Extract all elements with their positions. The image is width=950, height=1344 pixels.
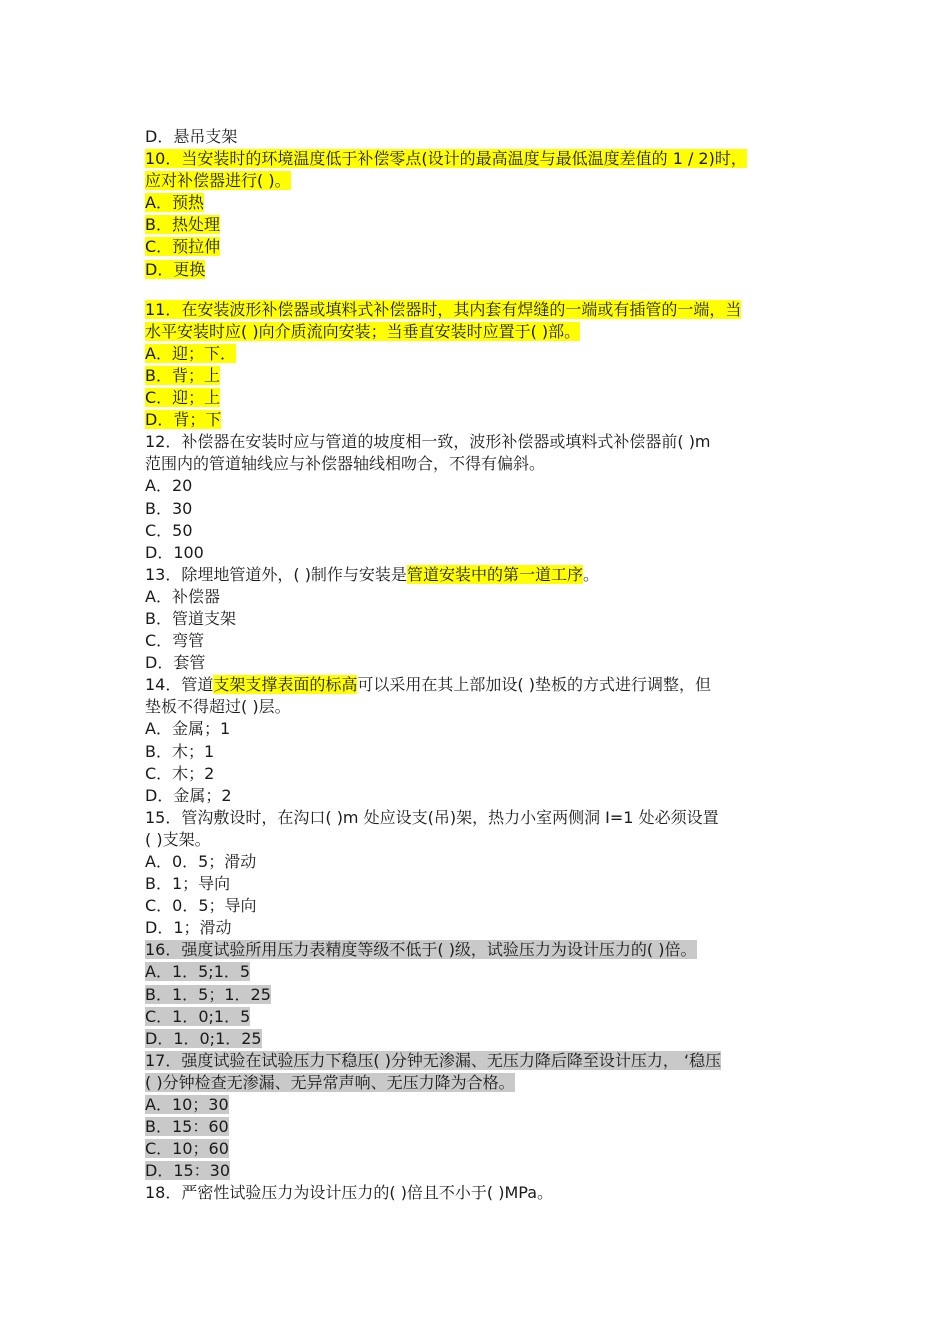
text-line: [145, 851, 785, 873]
text-line: [145, 1072, 785, 1094]
highlighted-line-text: 10．当安装时的环境温度低于补偿零点(设计的最高温度与最低温度差值的 1 / 2)时，: [145, 149, 747, 169]
line-text: A．金属；1: [145, 719, 231, 739]
text-line: [145, 387, 785, 409]
text-line: [145, 321, 785, 343]
highlighted-line-text: D．更换: [145, 259, 206, 279]
text-line: [145, 1028, 785, 1050]
text-line: [145, 1006, 785, 1028]
highlighted-line-text: D．1．0;1．25: [145, 1028, 262, 1048]
line-text: D．金属；2: [145, 785, 232, 805]
line-text: B．管道支架: [145, 608, 236, 628]
line-text: 15．管沟敷设时，在沟口( )m 处应设支(吊)架，热力小室两侧洞 I=1 处必须设置: [145, 807, 719, 827]
line-text: B．1；导向: [145, 874, 231, 894]
highlighted-line-text: ( )分钟检查无渗漏、无异常声响、无压力降为合格。: [145, 1072, 515, 1092]
highlighted-line-text: A．10；30: [145, 1095, 229, 1115]
line-text: D．套管: [145, 653, 206, 673]
highlighted-line-text: B．背；上: [145, 365, 220, 385]
text-line: [145, 1050, 785, 1072]
text-line: [145, 696, 785, 718]
line-text: 13．除埋地管道外，( )制作与安装是: [145, 564, 407, 584]
text-line: [145, 148, 785, 170]
highlighted-line-text: A．预热: [145, 193, 204, 213]
line-text: 垫板不得超过( )层。: [145, 697, 291, 717]
text-line: [145, 520, 785, 542]
text-line: [145, 939, 785, 961]
text-line: [145, 1116, 785, 1138]
line-text: 18．严密性试验压力为设计压力的( )倍且不小于( )MPa。: [145, 1183, 554, 1203]
line-text: A．20: [145, 476, 193, 496]
text-line: [145, 961, 785, 983]
line-text: 可以采用在其上部加设( )垫板的方式进行调整，但: [357, 675, 711, 695]
line-text: 12．补偿器在安装时应与管道的坡度相一致，波形补偿器或填料式补偿器前( )m: [145, 432, 711, 452]
line-text: A．补偿器: [145, 586, 220, 606]
line-text: D．1；滑动: [145, 918, 232, 938]
text-line: [145, 873, 785, 895]
highlighted-line-text: D．背；下: [145, 410, 222, 430]
line-text: 范围内的管道轴线应与补偿器轴线相吻合，不得有偏斜。: [145, 454, 546, 474]
text-line: [145, 475, 785, 497]
text-line: [145, 236, 785, 258]
text-line: [145, 126, 785, 148]
text-line: [145, 741, 785, 763]
text-line: [145, 214, 785, 236]
highlighted-line-text: A．迎；下．: [145, 343, 236, 363]
highlighted-line-text: 17．强度试验在试验压力下稳压( )分钟无渗漏、无压力降后降至设计压力， ‘稳压: [145, 1050, 722, 1070]
line-text: 。: [582, 564, 599, 584]
highlighted-line-text: 水平安装时应( )向介质流向安装；当垂直安装时应置于( )部。: [145, 321, 581, 341]
highlighted-line-text: A．1．5;1．5: [145, 962, 251, 982]
text-line: [145, 170, 785, 192]
text-line: [145, 542, 785, 564]
text-line: [145, 917, 785, 939]
text-line: [145, 807, 785, 829]
exam-question-list: [145, 126, 785, 1205]
text-line: [145, 1182, 785, 1204]
text-line: [145, 192, 785, 214]
text-line: [145, 431, 785, 453]
highlighted-line-text: C．10；60: [145, 1139, 229, 1159]
text-line: [145, 984, 785, 1006]
text-line: [145, 1094, 785, 1116]
text-line: [145, 259, 785, 281]
text-line: [145, 630, 785, 652]
text-line: [145, 718, 785, 740]
text-line: [145, 409, 785, 431]
text-line: [145, 1138, 785, 1160]
text-line: [145, 564, 785, 586]
text-line: [145, 453, 785, 475]
highlighted-line-text: C．迎；上: [145, 388, 221, 408]
highlighted-phrase: 支架支撑表面的标高: [213, 675, 358, 695]
highlighted-line-text: B．15：60: [145, 1117, 229, 1137]
highlighted-phrase: 管道安装中的第一道工序: [406, 564, 583, 584]
highlighted-line-text: C．1．0;1．5: [145, 1006, 251, 1026]
line-text: B．30: [145, 498, 193, 518]
line-text: D．悬吊支架: [145, 127, 238, 146]
highlighted-line-text: 16．强度试验所用压力表精度等级不低于( )级，试验压力为设计压力的( )倍。: [145, 940, 697, 960]
text-line: [145, 829, 785, 851]
text-line: [145, 608, 785, 630]
line-text: C．弯管: [145, 631, 205, 651]
highlighted-line-text: B．1．5；1．25: [145, 984, 271, 1004]
line-text: C．50: [145, 520, 193, 540]
line-text: B．木；1: [145, 741, 215, 761]
line-text: A．0．5；滑动: [145, 852, 257, 871]
text-line: [145, 586, 785, 608]
text-line: [145, 365, 785, 387]
text-line: [145, 674, 785, 696]
line-text: D．100: [145, 542, 204, 562]
text-line: [145, 785, 785, 807]
text-line: [145, 895, 785, 917]
text-line: [145, 343, 785, 365]
highlighted-line-text: 应对补偿器进行( )。: [145, 171, 291, 191]
text-line: [145, 763, 785, 785]
text-line: [145, 1160, 785, 1182]
line-text: ( )支架。: [145, 829, 211, 849]
line-text: C．木；2: [145, 763, 215, 783]
text-line: [145, 498, 785, 520]
highlighted-line-text: 11．在安装波形补偿器或填料式补偿器时，其内套有焊缝的一端或有插管的一端，当: [145, 299, 742, 319]
highlighted-line-text: D．15：30: [145, 1161, 231, 1181]
highlighted-line-text: B．热处理: [145, 215, 220, 235]
highlighted-line-text: C．预拉伸: [145, 237, 221, 257]
line-text: 14．管道: [145, 675, 214, 695]
text-line: [145, 299, 785, 321]
line-text: C．0．5；导向: [145, 896, 257, 916]
text-line: [145, 652, 785, 674]
